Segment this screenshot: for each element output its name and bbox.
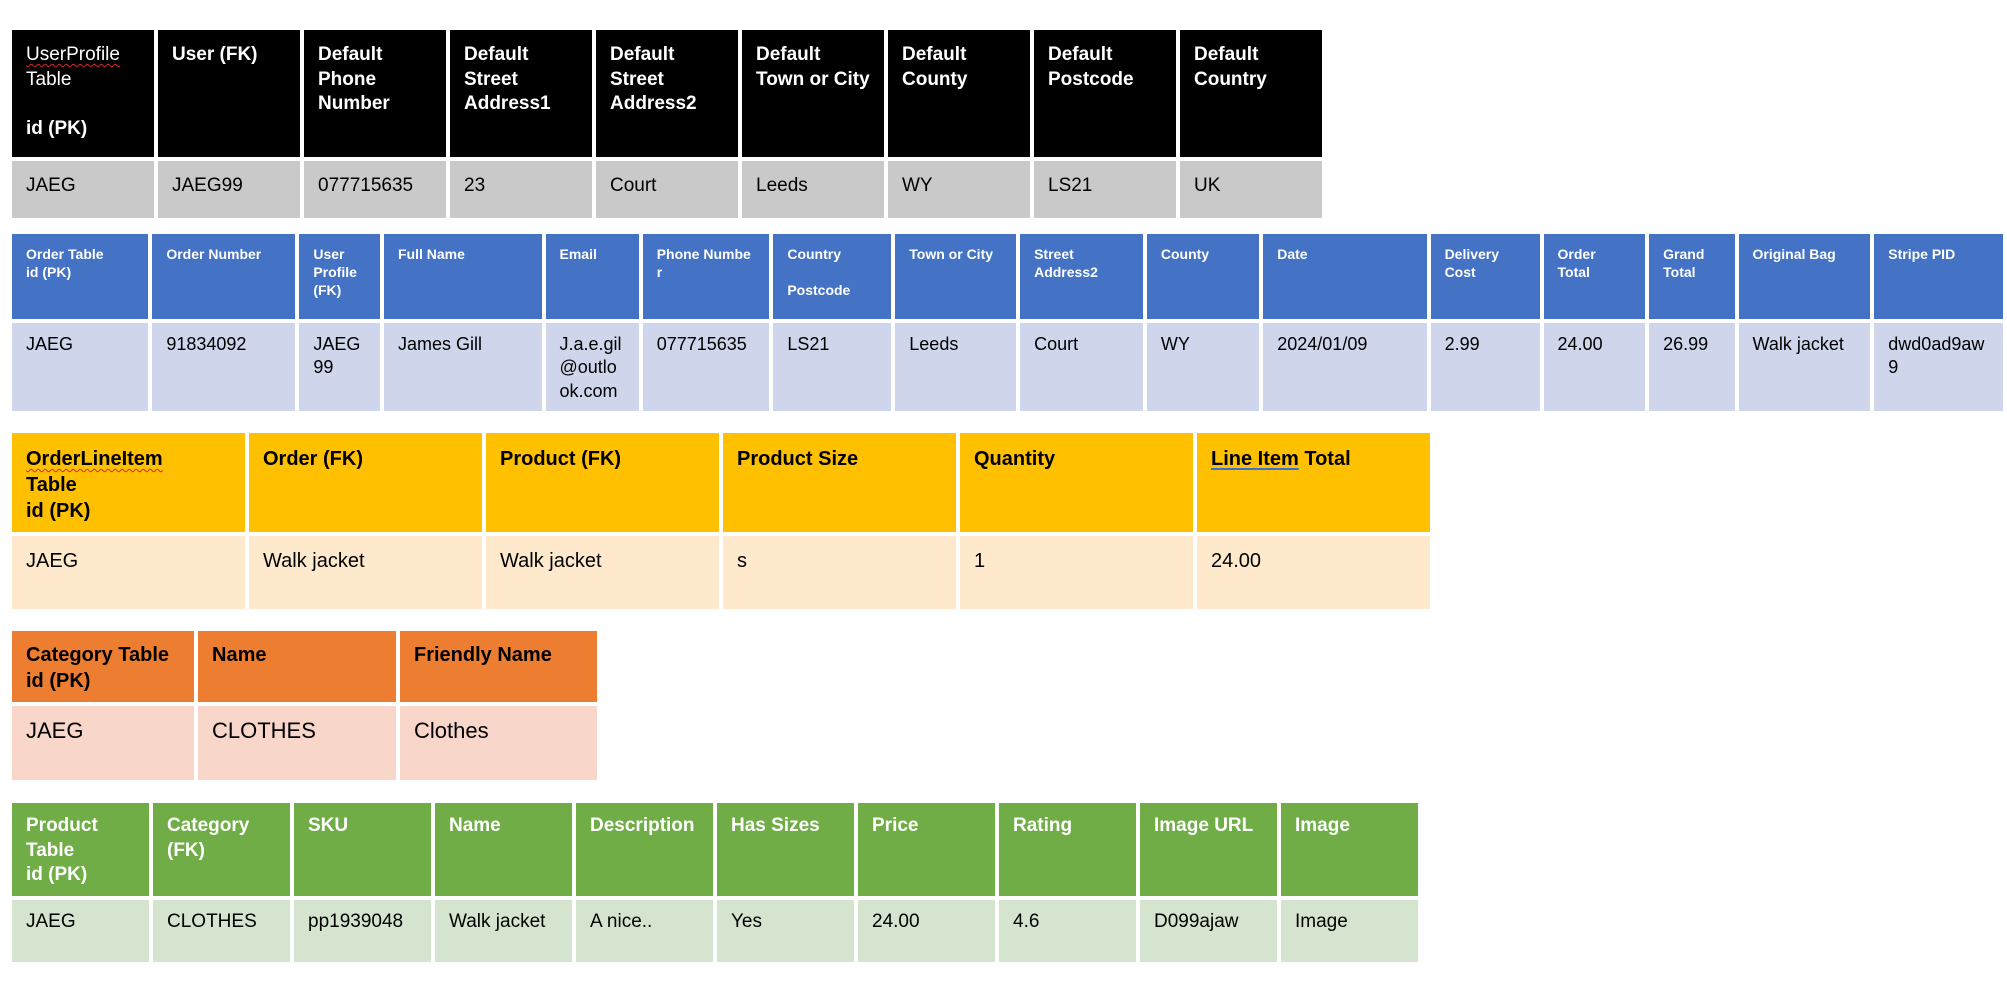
header-text: id (PK) <box>26 118 88 140</box>
data-cell: LS21 <box>773 323 891 411</box>
data-cell: JAEG <box>12 706 194 780</box>
header-row <box>12 433 1430 532</box>
data-cell: LS21 <box>1034 161 1176 218</box>
data-cell: Walk jacket <box>435 900 572 962</box>
data-cell: 26.99 <box>1649 323 1734 411</box>
header-text: Total <box>1298 448 1351 470</box>
header-cell: Quantity <box>960 433 1193 532</box>
header-cell: Date <box>1263 234 1426 319</box>
header-cell: Default Street Address1 <box>450 30 592 157</box>
data-cell: Leeds <box>895 323 1016 411</box>
header-cell: Rating <box>999 803 1136 896</box>
data-cell: A nice.. <box>576 900 713 962</box>
data-cell: CLOTHES <box>198 706 396 780</box>
data-cell: JAEG <box>12 323 148 411</box>
header-cell: Default Town or City <box>742 30 884 157</box>
data-cell: 077715635 <box>304 161 446 218</box>
header-cell: Category Table id (PK) <box>12 631 194 702</box>
category-table <box>8 627 601 784</box>
data-cell: WY <box>888 161 1030 218</box>
header-cell <box>773 234 891 319</box>
header-text: Table id (PK) <box>26 474 91 522</box>
header-cell: Product (FK) <box>486 433 719 532</box>
header-cell: Order Table id (PK) <box>12 234 148 319</box>
data-cell: 24.00 <box>858 900 995 962</box>
data-row <box>12 323 2003 411</box>
header-cell: Town or City <box>895 234 1016 319</box>
header-text: Postcode <box>787 282 851 299</box>
data-cell: Court <box>1020 323 1143 411</box>
header-cell <box>1197 433 1430 532</box>
header-cell: Default Postcode <box>1034 30 1176 157</box>
data-cell: JAEG <box>12 161 154 218</box>
header-cell: Price <box>858 803 995 896</box>
header-cell: Description <box>576 803 713 896</box>
data-cell: JAEG99 <box>158 161 300 218</box>
header-cell: User (FK) <box>158 30 300 157</box>
data-cell: 1 <box>960 536 1193 609</box>
header-cell: Default Street Address2 <box>596 30 738 157</box>
header-cell: Stripe PID <box>1874 234 2003 319</box>
data-cell: Court <box>596 161 738 218</box>
data-cell: 91834092 <box>152 323 295 411</box>
data-cell: Leeds <box>742 161 884 218</box>
header-text: OrderLineItem <box>26 448 163 470</box>
header-cell: Original Bag <box>1739 234 1871 319</box>
data-cell: D099ajaw <box>1140 900 1277 962</box>
header-cell: Image URL <box>1140 803 1277 896</box>
data-cell: 2024/01/09 <box>1263 323 1426 411</box>
data-cell: Clothes <box>400 706 597 780</box>
order-table <box>8 230 2007 415</box>
data-cell: JAEG <box>12 900 149 962</box>
header-cell: County <box>1147 234 1259 319</box>
data-cell: CLOTHES <box>153 900 290 962</box>
header-cell: Order (FK) <box>249 433 482 532</box>
header-cell: Order Total <box>1544 234 1646 319</box>
header-cell: Category (FK) <box>153 803 290 896</box>
header-cell: Email <box>546 234 639 319</box>
data-cell: pp1939048 <box>294 900 431 962</box>
header-row <box>12 30 1322 157</box>
header-cell: Default County <box>888 30 1030 157</box>
header-cell: Friendly Name <box>400 631 597 702</box>
header-text: Table <box>26 68 72 90</box>
data-cell: s <box>723 536 956 609</box>
data-cell: Walk jacket <box>249 536 482 609</box>
data-row <box>12 900 1418 962</box>
header-cell: Product Size <box>723 433 956 532</box>
data-cell: 077715635 <box>643 323 770 411</box>
header-cell: Phone Number <box>643 234 770 319</box>
header-cell <box>12 30 154 157</box>
data-cell: JAEG99 <box>299 323 380 411</box>
header-row <box>12 631 597 702</box>
data-cell: Walk jacket <box>486 536 719 609</box>
header-text: UserProfile <box>26 44 120 65</box>
header-cell <box>12 433 245 532</box>
data-cell: JAEG <box>12 536 245 609</box>
header-cell: Image <box>1281 803 1418 896</box>
header-cell: Default Phone Number <box>304 30 446 157</box>
data-cell: 2.99 <box>1431 323 1540 411</box>
data-cell: dwd0ad9aw9 <box>1874 323 2003 411</box>
header-cell: Name <box>435 803 572 896</box>
product-table <box>8 799 1422 966</box>
header-cell: Delivery Cost <box>1431 234 1540 319</box>
header-cell: User Profile (FK) <box>299 234 380 319</box>
header-cell: Order Number <box>152 234 295 319</box>
header-row <box>12 803 1418 896</box>
header-cell: Grand Total <box>1649 234 1734 319</box>
data-cell: UK <box>1180 161 1322 218</box>
data-cell: Image <box>1281 900 1418 962</box>
data-cell: 23 <box>450 161 592 218</box>
header-cell: SKU <box>294 803 431 896</box>
data-cell: James Gill <box>384 323 542 411</box>
data-cell: 4.6 <box>999 900 1136 962</box>
header-cell: Default Country <box>1180 30 1322 157</box>
data-cell: 24.00 <box>1197 536 1430 609</box>
data-cell: WY <box>1147 323 1259 411</box>
data-row <box>12 536 1430 609</box>
data-row <box>12 706 597 780</box>
header-cell: Has Sizes <box>717 803 854 896</box>
header-text: Country <box>787 246 841 262</box>
header-cell: Full Name <box>384 234 542 319</box>
data-cell: Walk jacket <box>1739 323 1871 411</box>
data-cell: J.a.e.gil@outlook.com <box>546 323 639 411</box>
header-text: Line Item <box>1211 448 1299 470</box>
header-cell: Name <box>198 631 396 702</box>
data-row <box>12 161 1322 218</box>
header-row <box>12 234 2003 319</box>
data-cell: Yes <box>717 900 854 962</box>
header-cell: Product Table id (PK) <box>12 803 149 896</box>
user-profile-table <box>8 26 1326 222</box>
order-line-item-table <box>8 429 1434 613</box>
data-cell: 24.00 <box>1544 323 1646 411</box>
header-cell: Street Address2 <box>1020 234 1143 319</box>
